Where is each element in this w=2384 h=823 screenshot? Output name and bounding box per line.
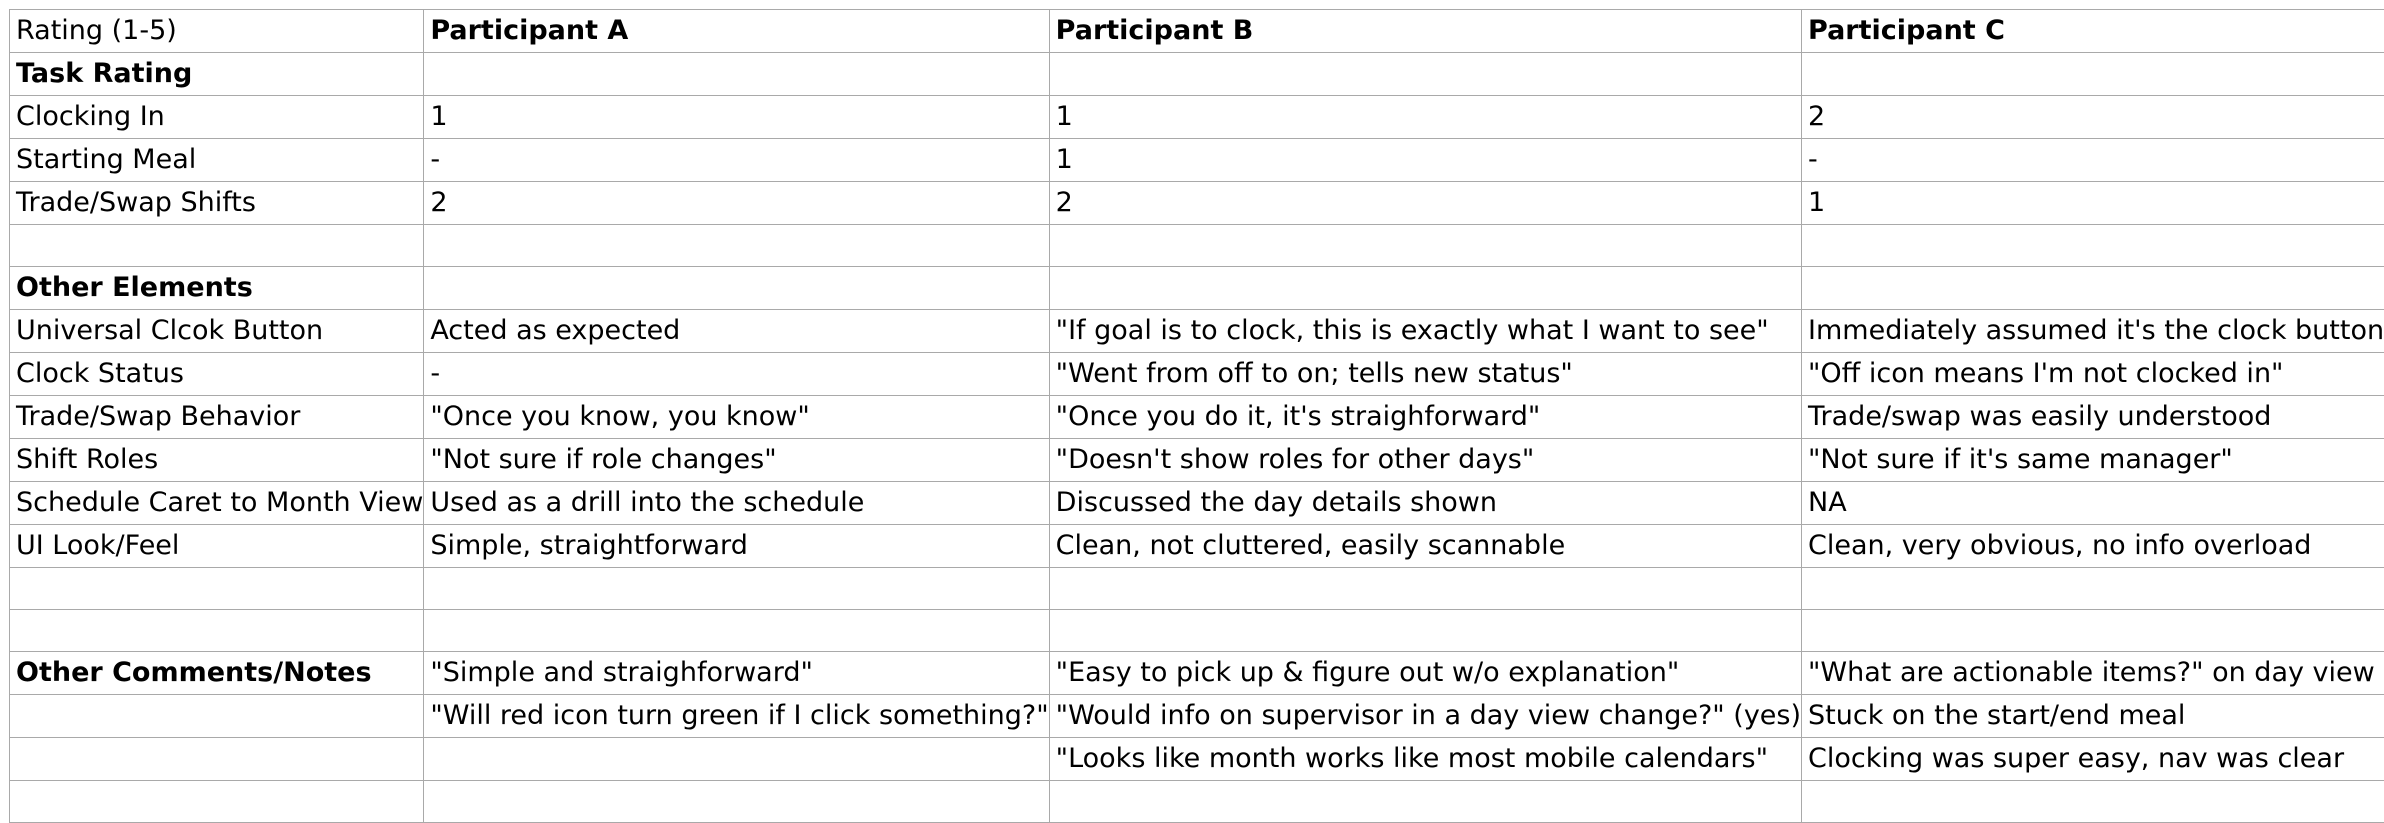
participant-b-cell[interactable]: 1 — [1049, 139, 1801, 182]
row-label-cell[interactable]: UI Look/Feel — [10, 525, 424, 568]
row-label-cell[interactable]: Starting Meal — [10, 139, 424, 182]
table-row — [10, 525, 2384, 568]
table-row — [10, 267, 2384, 310]
table-row — [10, 439, 2384, 482]
row-label-cell[interactable] — [10, 610, 424, 652]
participant-b-cell[interactable] — [1049, 568, 1801, 610]
header-participant-a[interactable]: Participant A — [424, 10, 1049, 53]
participant-a-cell[interactable]: Simple, straightforward — [424, 525, 1049, 568]
header-label-cell[interactable]: Rating (1-5) — [10, 10, 424, 53]
row-label-cell[interactable]: Shift Roles — [10, 439, 424, 482]
participant-c-cell[interactable]: "Off icon means I'm not clocked in" — [1802, 353, 2384, 396]
participant-c-cell[interactable]: Clocking was super easy, nav was clear — [1802, 738, 2384, 781]
participant-b-cell[interactable] — [1049, 781, 1801, 823]
participant-b-cell[interactable]: Clean, not cluttered, easily scannable — [1049, 525, 1801, 568]
participant-c-cell[interactable]: Stuck on the start/end meal — [1802, 695, 2384, 738]
participant-b-cell[interactable]: 1 — [1049, 96, 1801, 139]
table-row — [10, 53, 2384, 96]
participant-b-cell[interactable]: "Doesn't show roles for other days" — [1049, 439, 1801, 482]
participant-b-cell[interactable] — [1049, 225, 1801, 267]
table-row — [10, 695, 2384, 738]
participant-a-cell[interactable]: "Once you know, you know" — [424, 396, 1049, 439]
table-row — [10, 568, 2384, 610]
row-label-cell[interactable]: Other Comments/Notes — [10, 652, 424, 695]
participant-a-cell[interactable] — [424, 53, 1049, 96]
participant-b-cell[interactable]: "If goal is to clock, this is exactly what I want to see" — [1049, 310, 1801, 353]
row-label-cell[interactable] — [10, 695, 424, 738]
table-row — [10, 310, 2384, 353]
participant-b-cell[interactable]: "Went from off to on; tells new status" — [1049, 353, 1801, 396]
participant-c-cell[interactable]: 1 — [1802, 182, 2384, 225]
table-row — [10, 96, 2384, 139]
table-row — [10, 652, 2384, 695]
participant-c-cell[interactable]: Immediately assumed it's the clock button — [1802, 310, 2384, 353]
participant-a-cell[interactable] — [424, 610, 1049, 652]
participant-b-cell[interactable] — [1049, 267, 1801, 310]
participant-c-cell[interactable] — [1802, 610, 2384, 652]
table-row — [10, 610, 2384, 652]
participant-c-cell[interactable]: Trade/swap was easily understood — [1802, 396, 2384, 439]
ratings-table-body — [10, 10, 2384, 823]
participant-b-cell[interactable] — [1049, 53, 1801, 96]
row-label-cell[interactable] — [10, 568, 424, 610]
participant-c-cell[interactable] — [1802, 568, 2384, 610]
participant-a-cell[interactable]: "Simple and straighforward" — [424, 652, 1049, 695]
row-label-cell[interactable]: Other Elements — [10, 267, 424, 310]
participant-b-cell[interactable]: Discussed the day details shown — [1049, 482, 1801, 525]
table-row — [10, 781, 2384, 823]
row-label-cell[interactable] — [10, 781, 424, 823]
participant-b-cell[interactable]: 2 — [1049, 182, 1801, 225]
participant-c-cell[interactable]: "Not sure if it's same manager" — [1802, 439, 2384, 482]
row-label-cell[interactable]: Task Rating — [10, 53, 424, 96]
participant-b-cell[interactable]: "Looks like month works like most mobile calendars" — [1049, 738, 1801, 781]
participant-a-cell[interactable] — [424, 738, 1049, 781]
header-participant-b[interactable]: Participant B — [1049, 10, 1801, 53]
participant-b-cell[interactable]: "Easy to pick up & figure out w/o explanation" — [1049, 652, 1801, 695]
table-row — [10, 353, 2384, 396]
row-label-cell[interactable] — [10, 738, 424, 781]
participant-a-cell[interactable] — [424, 267, 1049, 310]
participant-a-cell[interactable] — [424, 781, 1049, 823]
row-label-cell[interactable]: Clocking In — [10, 96, 424, 139]
participant-a-cell[interactable]: - — [424, 353, 1049, 396]
table-row — [10, 482, 2384, 525]
table-row — [10, 139, 2384, 182]
participant-c-cell[interactable]: - — [1802, 139, 2384, 182]
participant-c-cell[interactable] — [1802, 781, 2384, 823]
participant-a-cell[interactable]: "Will red icon turn green if I click something?" — [424, 695, 1049, 738]
table-row — [10, 225, 2384, 267]
table-row — [10, 182, 2384, 225]
participant-b-cell[interactable]: "Would info on supervisor in a day view change?" (yes) — [1049, 695, 1801, 738]
row-label-cell[interactable] — [10, 225, 424, 267]
participant-a-cell[interactable]: "Not sure if role changes" — [424, 439, 1049, 482]
participant-a-cell[interactable]: Used as a drill into the schedule — [424, 482, 1049, 525]
participant-c-cell[interactable]: Clean, very obvious, no info overload — [1802, 525, 2384, 568]
participant-c-cell[interactable] — [1802, 53, 2384, 96]
participant-c-cell[interactable] — [1802, 267, 2384, 310]
participant-c-cell[interactable]: 2 — [1802, 96, 2384, 139]
participant-a-cell[interactable]: - — [424, 139, 1049, 182]
participant-c-cell[interactable] — [1802, 225, 2384, 267]
participant-a-cell[interactable]: Acted as expected — [424, 310, 1049, 353]
row-label-cell[interactable]: Trade/Swap Shifts — [10, 182, 424, 225]
row-label-cell[interactable]: Universal Clcok Button — [10, 310, 424, 353]
table-row — [10, 738, 2384, 781]
participant-b-cell[interactable] — [1049, 610, 1801, 652]
ratings-table — [9, 9, 2384, 823]
participant-c-cell[interactable]: NA — [1802, 482, 2384, 525]
header-participant-c[interactable]: Participant C — [1802, 10, 2384, 53]
participant-b-cell[interactable]: "Once you do it, it's straighforward" — [1049, 396, 1801, 439]
row-label-cell[interactable]: Trade/Swap Behavior — [10, 396, 424, 439]
participant-a-cell[interactable] — [424, 225, 1049, 267]
header-row — [10, 10, 2384, 53]
participant-a-cell[interactable]: 1 — [424, 96, 1049, 139]
participant-a-cell[interactable]: 2 — [424, 182, 1049, 225]
participant-a-cell[interactable] — [424, 568, 1049, 610]
row-label-cell[interactable]: Clock Status — [10, 353, 424, 396]
row-label-cell[interactable]: Schedule Caret to Month View — [10, 482, 424, 525]
table-row — [10, 396, 2384, 439]
participant-c-cell[interactable]: "What are actionable items?" on day view — [1802, 652, 2384, 695]
